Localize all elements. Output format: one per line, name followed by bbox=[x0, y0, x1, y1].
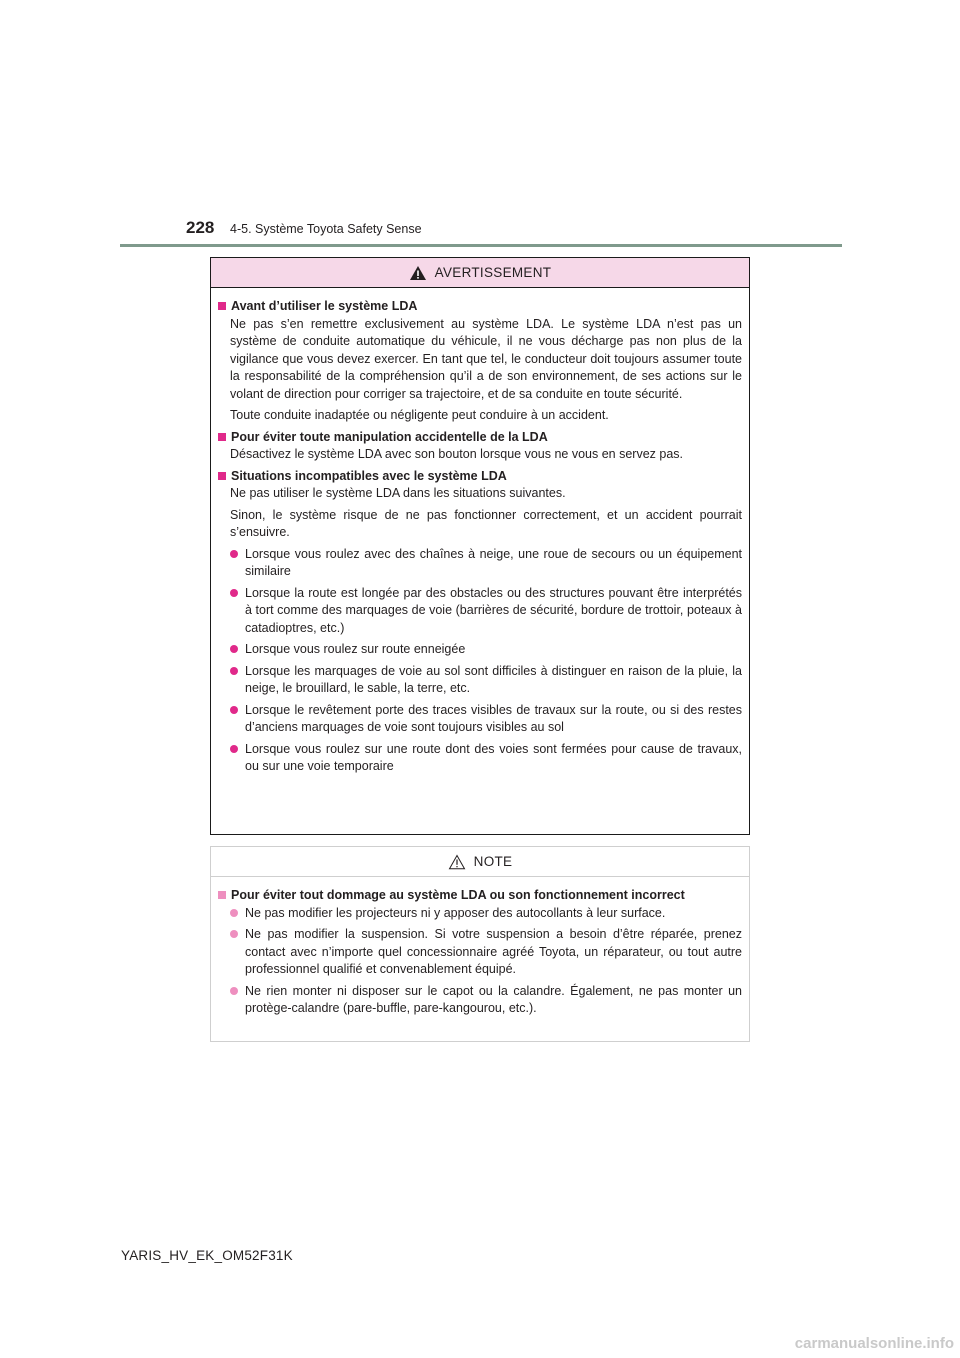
paragraph: Ne pas utiliser le système LDA dans les situations suivantes. bbox=[230, 486, 566, 500]
list-item-text: Ne rien monter ni disposer sur le capot ou la calandre. Également, ne pas monter un protège-calandre (pare-buffle, pare-kangourou, etc.). bbox=[245, 983, 742, 1015]
list-item-text: Lorsque le revêtement porte des traces visibles de travaux sur la route, ou si des restes d’anciens marquages de voie sont toujours visibles au sol bbox=[245, 702, 742, 734]
warning-title: AVERTISSEMENT bbox=[434, 265, 552, 280]
list-item bbox=[230, 663, 742, 698]
list-item-text: Ne pas modifier la suspension. Si votre suspension a besoin d’être réparée, prenez contact avec n’importe quel concessionnaire agréé Toyota, un réparateur, ou tout autre professionnel qualifié et convenablement équipé. bbox=[245, 927, 742, 976]
paragraph: Sinon, le système risque de ne pas fonctionner correctement, et un accident pourrait s’ensuivre. bbox=[230, 507, 742, 539]
list-item-text: Lorsque vous roulez sur une route dont des voies sont fermées pour cause de travaux, ou sur une voie temporaire bbox=[245, 741, 742, 773]
list-item bbox=[230, 585, 742, 638]
warning-header bbox=[211, 258, 749, 288]
note-header bbox=[211, 847, 749, 877]
note-box bbox=[210, 846, 750, 1042]
warning-topic bbox=[218, 468, 742, 776]
topic-heading bbox=[218, 298, 742, 316]
dot-bullet-icon bbox=[230, 745, 238, 753]
dot-bullet-icon bbox=[230, 589, 238, 597]
note-title: NOTE bbox=[473, 854, 513, 869]
list-item bbox=[230, 926, 742, 979]
warning-box bbox=[210, 257, 750, 835]
warning-body bbox=[211, 288, 749, 776]
dot-bullet-icon bbox=[230, 667, 238, 675]
topic-heading bbox=[218, 468, 742, 486]
list-item bbox=[230, 641, 742, 659]
warning-topic bbox=[218, 298, 742, 425]
list-item bbox=[230, 546, 742, 581]
list-item bbox=[230, 983, 742, 1018]
warning-triangle-outline-icon bbox=[448, 854, 466, 870]
paragraph: Désactivez le système LDA avec son bouton lorsque vous ne vous en servez pas. bbox=[230, 447, 684, 461]
dot-bullet-icon bbox=[230, 706, 238, 714]
square-bullet-icon bbox=[218, 891, 226, 899]
header-rule bbox=[120, 244, 842, 247]
topic-heading-text: Pour éviter toute manipulation accidentelle de la LDA bbox=[231, 429, 548, 444]
watermark: carmanualsonline.info bbox=[794, 1335, 954, 1352]
topic-heading-text: Situations incompatibles avec le système LDA bbox=[231, 468, 507, 483]
square-bullet-icon bbox=[218, 472, 226, 480]
page-number: 228 bbox=[186, 218, 215, 237]
dot-bullet-icon bbox=[230, 550, 238, 558]
footer-code: YARIS_HV_EK_OM52F31K bbox=[121, 1248, 293, 1263]
square-bullet-icon bbox=[218, 302, 226, 310]
paragraph: Ne pas s’en remettre exclusivement au système LDA. Le système LDA n’est pas un système de conduite automatique du véhicule, il ne vous décharge pas non plus de la vigilance que vous devez exercer. En tant que tel, le conducteur doit toujours assumer toute la responsabilité de la compréhension qu’il a de son environnement, de ses actions sur le volant de direction pour corriger sa trajectoire, et de sa conduite en toute sécurité. bbox=[230, 316, 742, 401]
topic-heading bbox=[218, 429, 742, 447]
list-item-text: Lorsque les marquages de voie au sol sont difficiles à distinguer en raison de la pluie, la neige, le brouillard, le sable, la terre, etc. bbox=[245, 663, 742, 695]
list-item-text: Lorsque la route est longée par des obstacles ou des structures pouvant être interprétés à tort comme des marquages de voie (barrières de sécurité, bordure de trottoir, poteaux à catadioptres, etc.) bbox=[245, 585, 742, 635]
list-item-text: Ne pas modifier les projecteurs ni y apposer des autocollants à leur surface. bbox=[245, 905, 666, 920]
note-topic bbox=[218, 887, 742, 1018]
topic-heading-text: Pour éviter tout dommage au système LDA ou son fonctionnement incorrect bbox=[231, 888, 685, 902]
dot-bullet-icon bbox=[230, 930, 238, 938]
list-item bbox=[230, 741, 742, 776]
list-item-text: Lorsque vous roulez avec des chaînes à neige, une roue de secours ou un équipement similaire bbox=[245, 546, 742, 578]
note-body bbox=[211, 877, 749, 1018]
paragraph: Toute conduite inadaptée ou négligente peut conduire à un accident. bbox=[230, 408, 609, 422]
warning-topic bbox=[218, 429, 742, 464]
square-bullet-icon bbox=[218, 433, 226, 441]
section-title: 4-5. Système Toyota Safety Sense bbox=[230, 222, 422, 236]
dot-bullet-icon bbox=[230, 987, 238, 995]
list-item-text: Lorsque vous roulez sur route enneigée bbox=[245, 642, 466, 656]
list-item bbox=[230, 702, 742, 737]
topic-heading-text: Avant d’utiliser le système LDA bbox=[231, 299, 418, 313]
dot-bullet-icon bbox=[230, 645, 238, 653]
dot-bullet-icon bbox=[230, 909, 238, 917]
list-item bbox=[230, 905, 742, 923]
topic-heading bbox=[218, 887, 742, 905]
warning-triangle-icon bbox=[409, 265, 427, 281]
